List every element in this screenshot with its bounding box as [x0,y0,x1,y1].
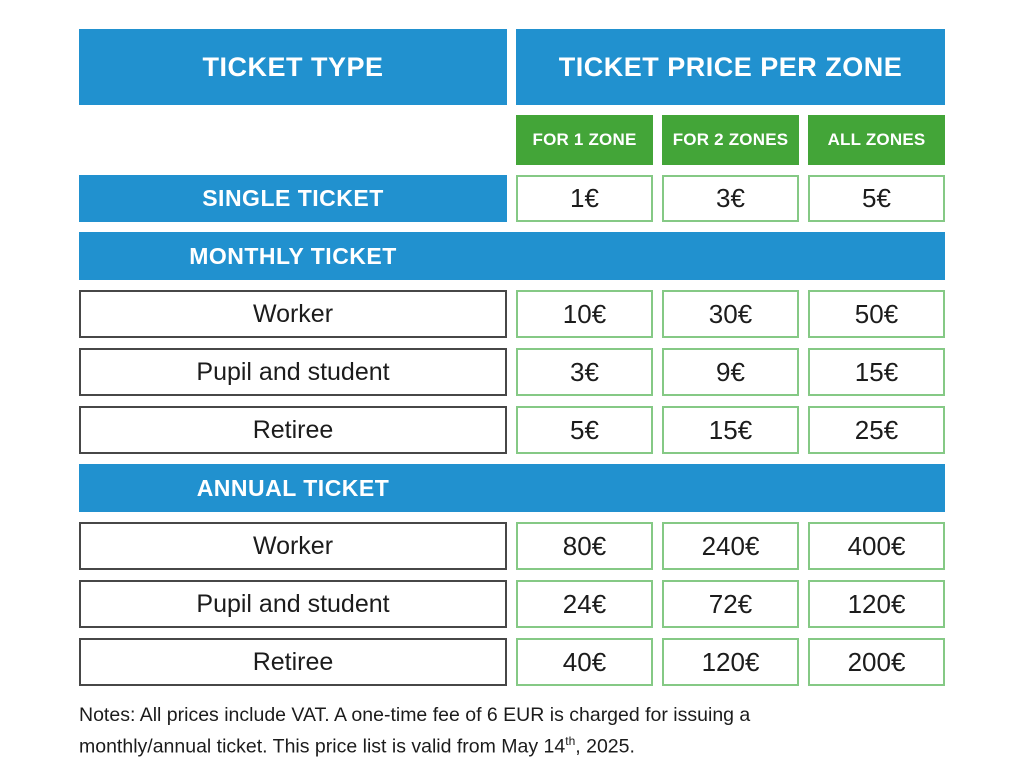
monthly-worker-label: Worker [79,290,507,338]
ordinal-superscript: th [565,734,576,748]
annual-retiree-label: Retiree [79,638,507,686]
annual-ticket-section-header [79,464,945,512]
monthly-retiree-price-zone1: 5€ [516,406,653,454]
monthly-pupil-price-zone2: 9€ [662,348,799,396]
single-ticket-price-allzones: 5€ [808,175,945,222]
annual-pupil-price-zone2: 72€ [662,580,799,628]
notes-line-2: monthly/annual ticket. This price list is valid from May 14th, 2025. [79,734,635,758]
annual-retiree-price-zone2: 120€ [662,638,799,686]
single-ticket-label: SINGLE TICKET [79,175,507,222]
monthly-retiree-price-allzones: 25€ [808,406,945,454]
annual-pupil-label: Pupil and student [79,580,507,628]
annual-retiree-price-allzones: 200€ [808,638,945,686]
annual-worker-price-zone2: 240€ [662,522,799,570]
ticket-type-header: TICKET TYPE [79,29,507,105]
zone-header-2-zones: FOR 2 ZONES [662,115,799,165]
monthly-retiree-price-zone2: 15€ [662,406,799,454]
single-ticket-price-zone1: 1€ [516,175,653,222]
annual-worker-label: Worker [79,522,507,570]
zone-header-all-zones: ALL ZONES [808,115,945,165]
monthly-pupil-label: Pupil and student [79,348,507,396]
notes-text [79,702,819,760]
annual-worker-price-zone1: 80€ [516,522,653,570]
monthly-pupil-price-allzones: 15€ [808,348,945,396]
notes-line-1: Notes: All prices include VAT. A one-time fee of 6 EUR is charged for issuing a [79,704,751,726]
zone-header-1-zone: FOR 1 ZONE [516,115,653,165]
price-table [79,29,945,686]
annual-retiree-price-zone1: 40€ [516,638,653,686]
annual-ticket-section-label: ANNUAL TICKET [196,474,390,501]
monthly-ticket-section-label: MONTHLY TICKET [189,242,397,269]
annual-worker-price-allzones: 400€ [808,522,945,570]
annual-pupil-price-zone1: 24€ [516,580,653,628]
monthly-worker-price-zone2: 30€ [662,290,799,338]
monthly-worker-price-zone1: 10€ [516,290,653,338]
price-per-zone-header: TICKET PRICE PER ZONE [516,29,945,105]
single-ticket-price-zone2: 3€ [662,175,799,222]
monthly-worker-price-allzones: 50€ [808,290,945,338]
monthly-retiree-label: Retiree [79,406,507,454]
annual-pupil-price-allzones: 120€ [808,580,945,628]
monthly-pupil-price-zone1: 3€ [516,348,653,396]
monthly-ticket-section-header [79,232,945,280]
